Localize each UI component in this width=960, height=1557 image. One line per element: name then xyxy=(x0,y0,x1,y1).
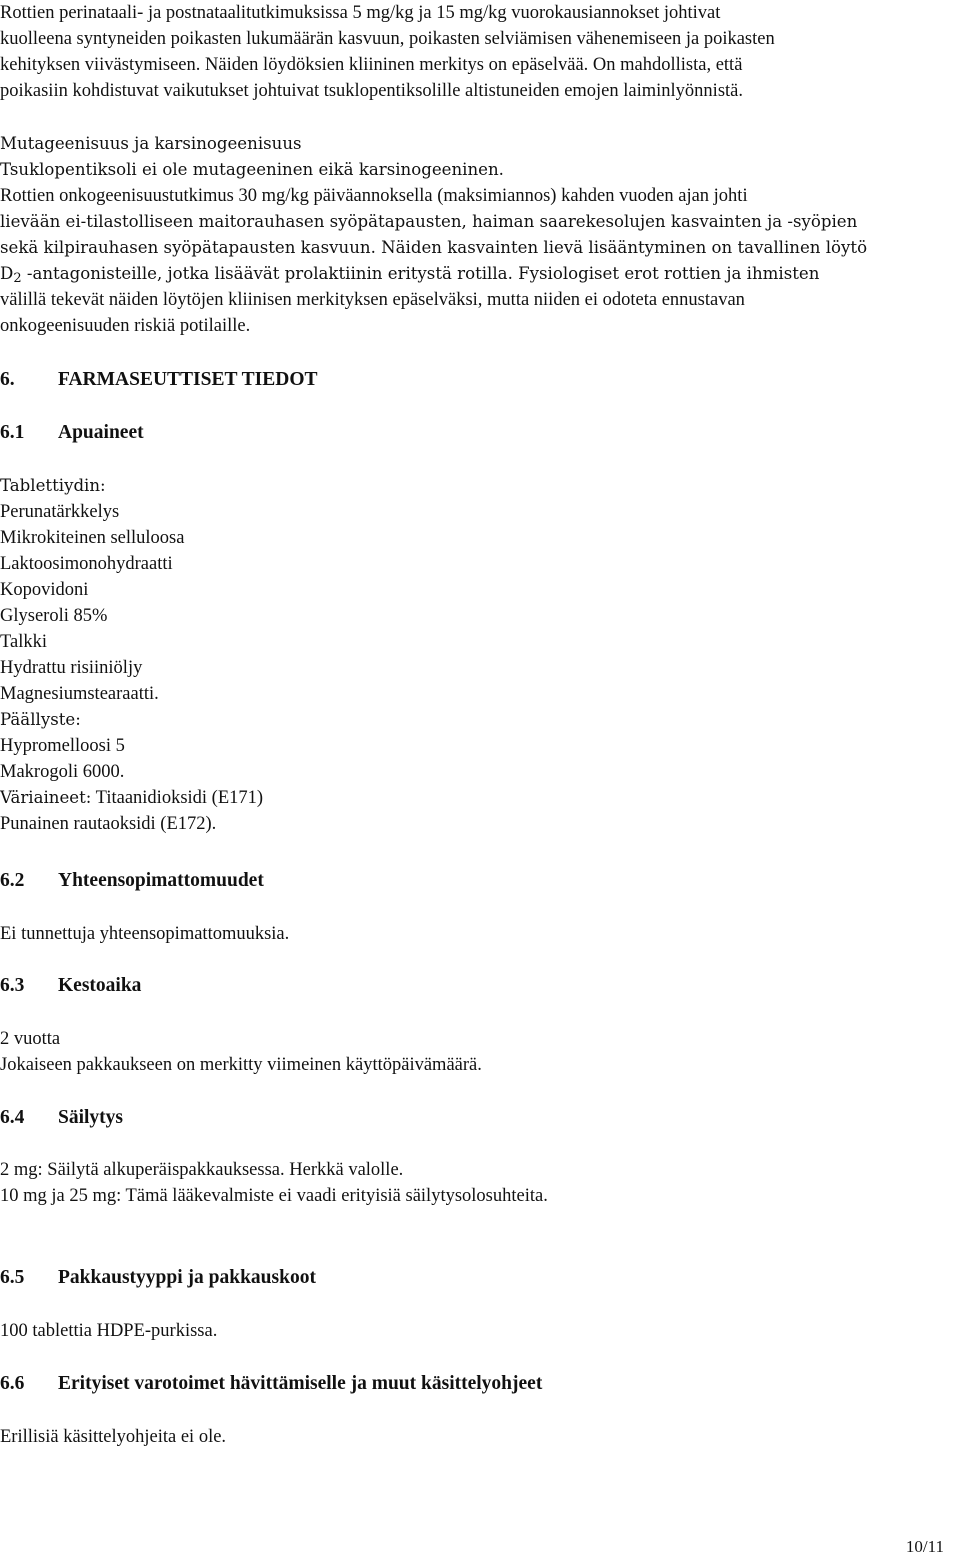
section-6-2-title: Yhteensopimattomuudet xyxy=(58,870,264,891)
mutagen-line-3: sekä kilpirauhasen syöpätapausten kasvuun. Näiden kasvainten lievä lisääntyminen on tavallinen löytö xyxy=(0,238,868,257)
colorants-line xyxy=(0,785,263,811)
section-6-5-number: 6.5 xyxy=(0,1267,25,1288)
section-6-heading xyxy=(0,367,318,393)
mutagen-line-2: lievään ei-tilastolliseen maitorauhasen syöpätapausten, haiman saarekesolujen kasvainten ja -syöpien xyxy=(0,212,858,231)
page-number: 10/11 xyxy=(905,1537,944,1556)
section-6-2-heading xyxy=(0,868,264,894)
section-6-1-number: 6.1 xyxy=(0,422,25,443)
section-6-3-heading xyxy=(0,973,141,999)
section-6-3-title: Kestoaika xyxy=(58,975,142,996)
section-6-6-heading xyxy=(0,1371,542,1397)
intro-line-4: poikasiin kohdistuvat vaikutukset johtuivat tsuklopentiksolille altistuneiden emojen laiminlyönnistä. xyxy=(0,81,743,101)
section-6-2-text: Ei tunnettuja yhteensopimattomuuksia. xyxy=(0,924,290,944)
excipient-item: Perunatärkkelys xyxy=(0,502,120,522)
excipient-item: Talkki xyxy=(0,632,47,652)
mutagen-d-subscript: 2 xyxy=(13,271,22,286)
mutagen-title: Mutageenisuus ja karsinogeenisuus xyxy=(0,134,302,153)
section-6-1-heading xyxy=(0,420,144,446)
mutagen-line-6: onkogeenisuuden riskiä potilaille. xyxy=(0,316,251,336)
mutagen-d: D xyxy=(0,264,14,283)
section-6-2-number: 6.2 xyxy=(0,870,25,891)
section-6-4-title: Säilytys xyxy=(58,1107,124,1128)
section-6-4-line-1: 2 mg: Säilytä alkuperäispakkauksessa. Herkkä valolle. xyxy=(0,1160,404,1180)
section-6-5-text: 100 tablettia HDPE-purkissa. xyxy=(0,1321,218,1341)
section-6-4-heading xyxy=(0,1105,123,1131)
section-6-5-heading xyxy=(0,1265,316,1291)
mutagen-line-1: Rottien onkogeenisuustutkimus 30 mg/kg päiväannoksella (maksimiannos) kahden vuoden ajan johti xyxy=(0,186,748,206)
colorant-item: Punainen rautaoksidi (E172). xyxy=(0,814,217,834)
excipient-item: Magnesiumstearaatti. xyxy=(0,684,159,704)
section-6-1-title: Apuaineet xyxy=(58,422,144,443)
section-6-title: FARMASEUTTISET TIEDOT xyxy=(58,369,318,390)
excipient-item: Kopovidoni xyxy=(0,580,89,600)
coating-item: Makrogoli 6000. xyxy=(0,762,125,782)
section-6-number: 6. xyxy=(0,369,15,390)
mutagen-line-4-rest: -antagonisteille, jotka lisäävät prolaktiinin eritystä rotilla. Fysiologiset erot rottien ja ihmisten xyxy=(21,264,820,283)
colorant-item: Titaanidioksidi (E171) xyxy=(91,788,264,808)
intro-line-3: kehityksen viivästymiseen. Näiden löydöksien kliininen merkitys on epäselvää. On mahdollista, että xyxy=(0,55,743,75)
mutagen-sentence: Tsuklopentiksoli ei ole mutageeninen eikä karsinogeeninen. xyxy=(0,160,504,179)
section-6-3-line-1: 2 vuotta xyxy=(0,1029,61,1049)
coating-label: Päällyste: xyxy=(0,710,81,729)
intro-line-1: Rottien perinataali- ja postnataalitutkimuksissa 5 mg/kg ja 15 mg/kg vuorokausiannokset johtivat xyxy=(0,3,721,23)
intro-line-2: kuolleena syntyneiden poikasten lukumäärän kasvuun, poikasten selviämisen vähenemiseen ja poikasten xyxy=(0,29,775,49)
tablet-core-label: Tablettiydin: xyxy=(0,476,106,495)
excipient-item: Glyseroli 85% xyxy=(0,606,108,626)
section-6-3-line-2: Jokaiseen pakkaukseen on merkitty viimeinen käyttöpäivämäärä. xyxy=(0,1055,482,1075)
section-6-3-number: 6.3 xyxy=(0,975,25,996)
section-6-6-title: Erityiset varotoimet hävittämiselle ja muut käsittelyohjeet xyxy=(58,1373,543,1394)
section-6-5-title: Pakkaustyyppi ja pakkauskoot xyxy=(58,1267,316,1288)
coating-item: Hypromelloosi 5 xyxy=(0,736,125,756)
excipient-item: Mikrokiteinen selluloosa xyxy=(0,528,185,548)
excipient-item: Laktoosimonohydraatti xyxy=(0,554,173,574)
colorants-label: Väriaineet: xyxy=(0,788,92,807)
mutagen-line-5: välillä tekevät näiden löytöjen kliinisen merkityksen epäselväksi, mutta niiden ei odoteta ennustavan xyxy=(0,290,745,310)
section-6-6-text: Erillisiä käsittelyohjeita ei ole. xyxy=(0,1427,227,1447)
excipient-item: Hydrattu risiiniöljy xyxy=(0,658,143,678)
section-6-6-number: 6.6 xyxy=(0,1373,25,1394)
section-6-4-line-2: 10 mg ja 25 mg: Tämä lääkevalmiste ei vaadi erityisiä säilytysolosuhteita. xyxy=(0,1186,548,1206)
section-6-4-number: 6.4 xyxy=(0,1107,25,1128)
